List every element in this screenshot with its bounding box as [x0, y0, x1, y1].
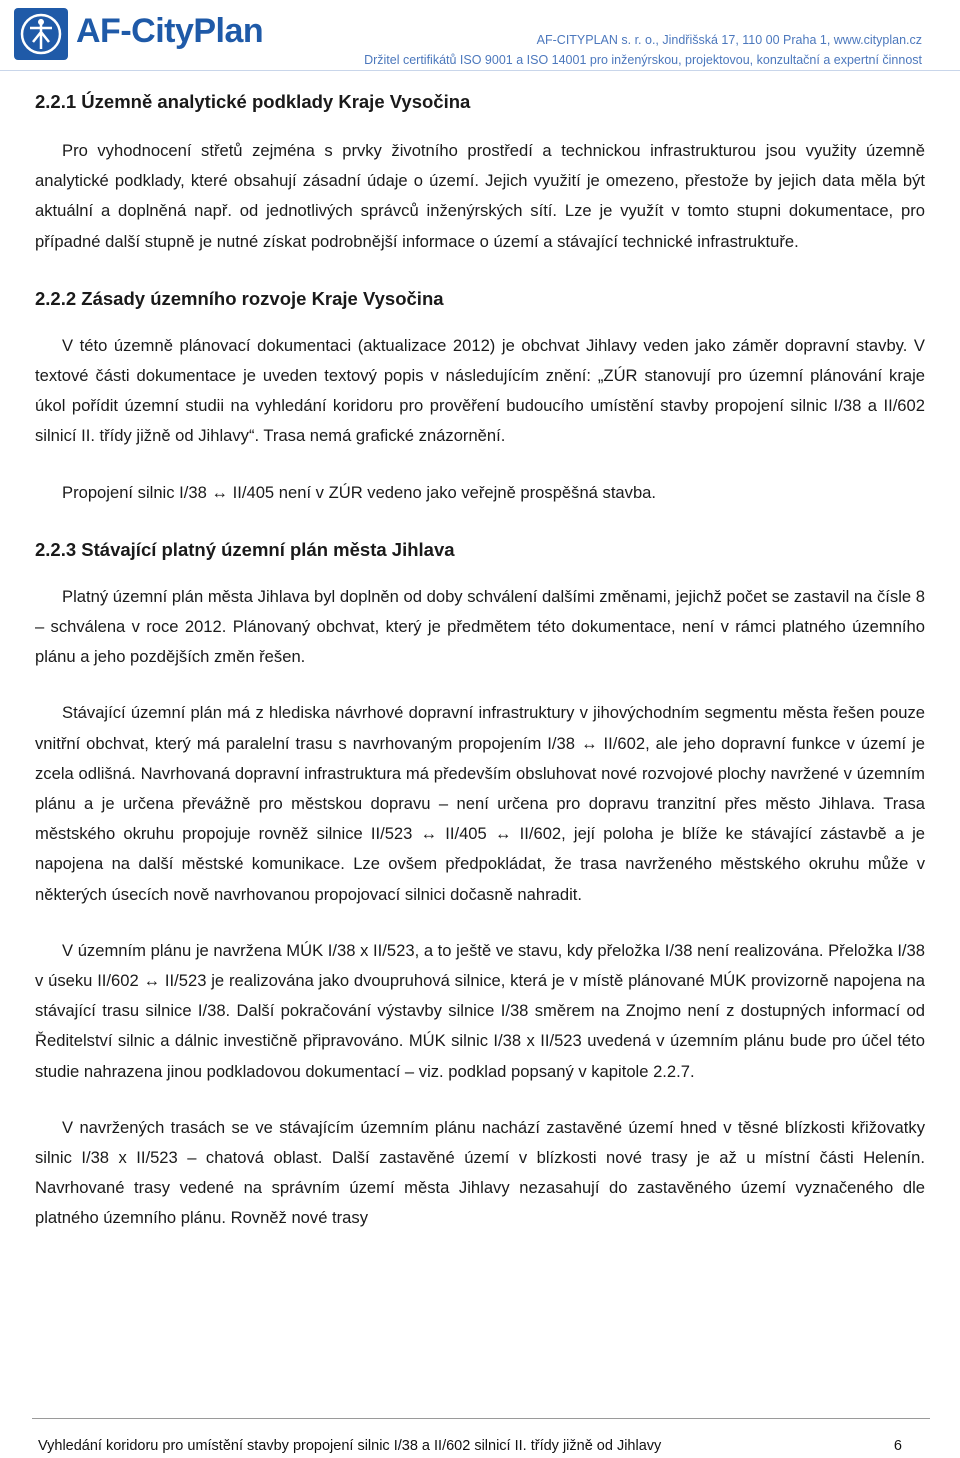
company-address: AF-CITYPLAN s. r. o., Jindřišská 17, 110 00 Praha 1, www.cityplan.cz [536, 33, 922, 47]
company-certificate: Držitel certifikátů ISO 9001 a ISO 14001 pro inženýrskou, projektovou, konzultační a expertní činnost [364, 53, 922, 67]
paragraph: V této územně plánovací dokumentaci (aktualizace 2012) je obchvat Jihlavy veden jako záměr dopravní stavby. V textové části dokumentace je uveden textový popis v následujícím znění: „ZÚR stanovují pro územní plánování kraje úkol pořídit územní studii na vyhledání koridoru pro prověření budoucího umístění stavby propojení silnic I/38 a II/602 silnicí II. třídy jižně od Jihlavy“. Trasa nemá grafické znázornění. [35, 335, 925, 446]
paragraph: V územním plánu je navržena MÚK I/38 x II/523, a to ještě ve stavu, kdy přeložka I/38 není realizována. Přeložka I/38 v úseku II/602 ↔ II/523 je realizována jako dvoupruhová silnice, která je v místě plánované MÚK provizorně napojena na stávající trasu silnice I/38. Další pokračování výstavby silnice I/38 směrem na Znojmo není z dostupných informací od Ředitelství silnic a dálnic investičně připravováno. MÚK silnic I/38 x II/523 uvedená v územním plánu bude pro účel této studie nahrazena jinou podkladovou dokumentací – viz. podklad popsaný v kapitole 2.2.7. [35, 940, 925, 1081]
section-heading-2-2-2: 2.2.2 Zásady územního rozvoje Kraje Vysočina [35, 287, 444, 309]
paragraph: Pro vyhodnocení střetů zejména s prvky životního prostředí a technickou infrastrukturou jsou využity územně analytické podklady, které obsahují zásadní údaje o území. Jejich využití je omezeno, přestože by jejich data měla být aktuální a doplněná např. od jednotlivých správců inženýrských sítí. Lze je využít v tomto stupni dokumentace, pro případné další stupně je nutné získat podrobnější informace o území a stávající technické infrastruktuře. [35, 141, 925, 251]
header-contact [364, 30, 922, 70]
page-number: 6 [893, 1438, 902, 1454]
footer-title: Vyhledání koridoru pro umístění stavby propojení silnic I/38 a II/602 silnicí II. třídy jižně od Jihlavy [38, 1438, 662, 1454]
paragraph: V navržených trasách se ve stávajícím územním plánu nachází zastavěné území hned v těsné blízkosti křižovatky silnic I/38 x II/523 – chatová oblast. Další zastavěné území v blízkosti nové trasy je až u místní části Helenín. Navrhované trasy vedené na správním území města Jihlavy nezasahují do zastavěného území vyznačeného dle platného územního plánu. Rovněž nové trasy [35, 1117, 925, 1228]
paragraph: Stávající územní plán má z hlediska návrhové dopravní infrastruktury v jihovýchodním segmentu města řešen pouze vnitřní obchvat, který má paralelní trasu s navrhovaným propojením I/38 ↔ II/602, ale jeho dopravní funkce v území je zcela odlišná. Navrhovaná dopravní infrastruktura má především obsluhovat nové rozvojové plochy navržené v územním plánu a je určena převážně pro městskou dopravu – není určena pro dopravu tranzitní přes město Jihlava. Trasa městského okruhu propojuje rovněž silnice II/523 ↔ II/405 ↔ II/602, její poloha je blíže ke stávající zástavbě a je napojena na další městské komunikace. Lze ovšem předpokládat, že trasa navrženého městského okruhu může v některých úsecích nově navrhovanou propojovací silnici dočasně nahradit. [35, 703, 925, 904]
section-heading-2-2-1: 2.2.1 Územně analytické podklady Kraje Vysočina [35, 91, 471, 112]
paragraph: Propojení silnic I/38 ↔ II/405 není v ZÚR vedeno jako veřejně prospěšná stavba. [62, 482, 657, 502]
company-logo-icon [14, 8, 68, 60]
logo-text: AF-CityPlan [76, 12, 264, 50]
page-header [0, 0, 960, 72]
header-divider [0, 70, 960, 71]
document-body [35, 86, 925, 1260]
section-heading-2-2-3: 2.2.3 Stávající platný územní plán města Jihlava [35, 538, 455, 560]
footer-divider [32, 1418, 930, 1419]
paragraph: Platný územní plán města Jihlava byl doplněn od doby schválení dalšími změnami, jejichž počet se zastavil na čísle 8 – schválena v roce 2012. Plánovaný obchvat, který je předmětem této dokumentace, není v rámci platného územního plánu a jeho pozdějších změn řešen. [35, 586, 925, 667]
page-footer [38, 1436, 902, 1456]
